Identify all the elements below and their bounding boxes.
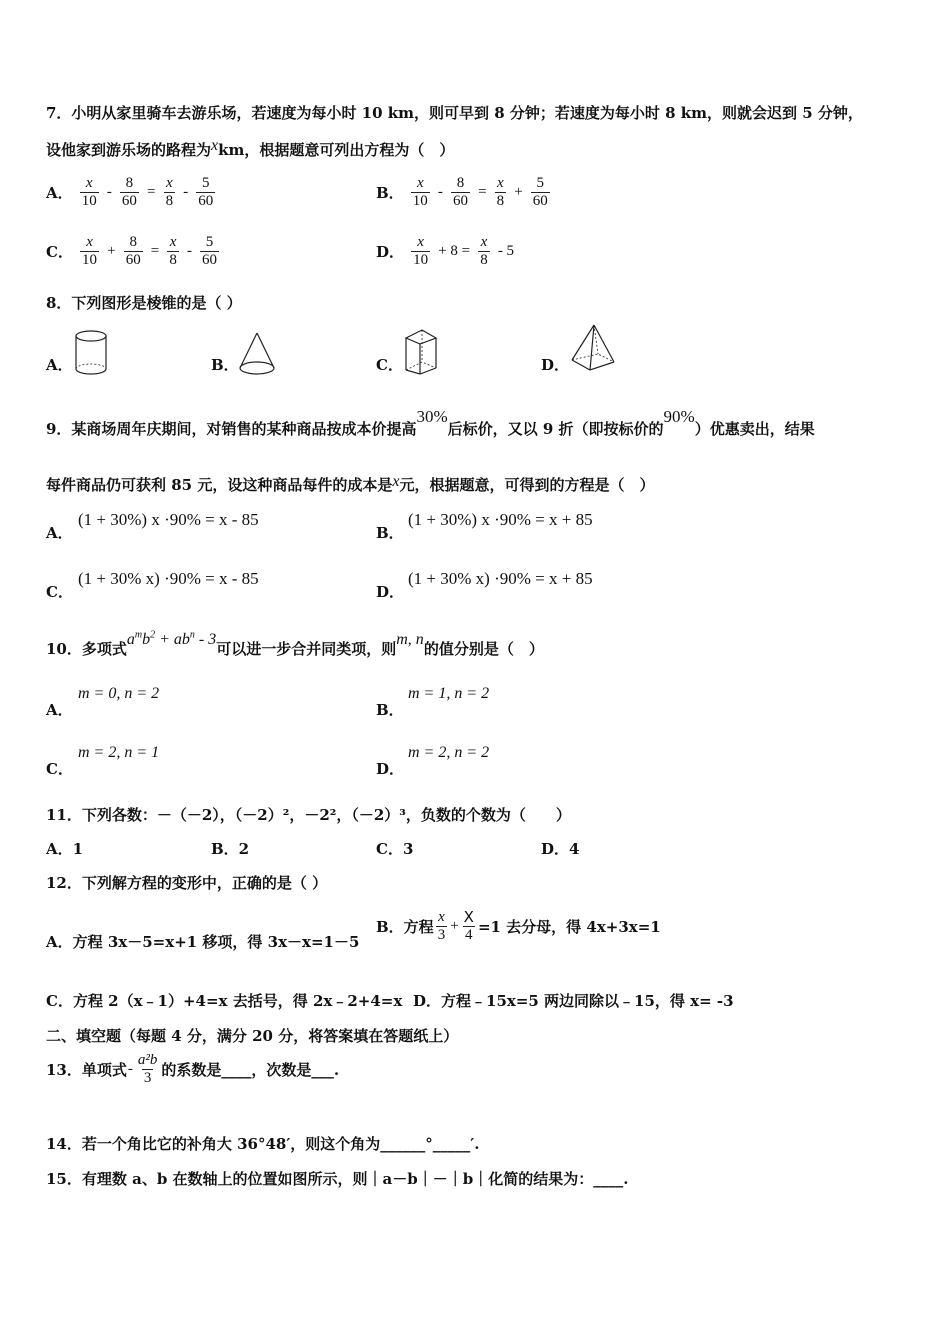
q11-option-b[interactable]: B．2 [211, 840, 250, 858]
q9-line2-b: 元，根据题意，可得到的方程是（ ） [399, 476, 655, 494]
op: + [450, 918, 459, 934]
frac-num: x [416, 175, 424, 191]
frac-den: 10 [413, 252, 429, 268]
q14-text: 14．若一个角比它的补角大 36°48′，则这个角为______°_____′. [46, 1135, 480, 1153]
frac-den: 3 [143, 1070, 152, 1086]
frac [167, 234, 179, 269]
op: + [514, 184, 523, 200]
frac-num: X [463, 908, 474, 926]
op: - [183, 184, 189, 200]
q10-line [46, 629, 544, 659]
op: + 8 = [438, 243, 471, 259]
q9-line2-var: x [392, 473, 400, 490]
frac [478, 234, 490, 269]
frac [124, 234, 143, 269]
prism-icon [402, 326, 442, 378]
frac-den: 60 [532, 193, 548, 209]
q11-option-c[interactable]: C．3 [376, 840, 414, 858]
frac-num: x [480, 234, 488, 250]
q10-option-d-eq: m = 2, n = 2 [408, 744, 490, 761]
q9-option-a-label[interactable]: A． [46, 524, 73, 542]
q7-option-a-label: A． [46, 184, 73, 202]
frac-num: 8 [125, 175, 134, 191]
q8-option-b-label[interactable]: B． [211, 356, 239, 374]
q7-line2-b: km，根据题意可列出方程为（ ） [218, 141, 455, 159]
q10-prefix: 10．多项式 [46, 640, 127, 658]
frac-den: 8 [165, 193, 174, 209]
q11-text: 11．下列各数：－（－2），（－2）²，－2²，（－2）³，负数的个数为（ ） [46, 806, 571, 824]
frac-num: 8 [456, 175, 465, 191]
q10-option-c-label[interactable]: C． [46, 760, 73, 778]
q12-option-a[interactable]: A．方程 3x－5=x+1 移项，得 3x－x=1－5 [46, 933, 360, 951]
q9-line1-b: 后标价，又以 9 折（即按标价的 [447, 420, 664, 438]
frac-den: 8 [169, 252, 177, 268]
q9-option-c-eq: (1 + 30% x) ·90% = x - 85 [78, 569, 259, 588]
q8-option-a-label[interactable]: A． [46, 356, 73, 374]
q9-pct1: 30% [416, 407, 448, 426]
frac-num: x [85, 175, 93, 191]
frac-num: x [86, 234, 93, 250]
q13-suffix: 的系数是____，次数是___. [161, 1061, 340, 1079]
frac-num: a²b [137, 1052, 158, 1068]
q7-option-c[interactable] [46, 234, 221, 269]
frac-den: 8 [496, 193, 505, 209]
frac-den: 10 [82, 252, 98, 268]
frac [200, 234, 219, 269]
frac-num: x [165, 175, 173, 191]
q12-option-d[interactable]: D．方程﹣15x=5 两边同除以﹣15，得 x= -3 [413, 992, 734, 1010]
q7-option-d-label: D． [376, 243, 405, 261]
pyramid-icon [568, 322, 620, 374]
frac [120, 175, 139, 210]
q7-option-c-label: C． [46, 243, 73, 261]
q12-option-b[interactable] [376, 909, 661, 944]
q12-option-c[interactable]: C．方程 2（x﹣1）+4=x 去括号，得 2x﹣2+4=x [46, 992, 403, 1010]
q10-option-a-eq: m = 0, n = 2 [78, 685, 160, 702]
q8-text: 8．下列图形是棱锥的是（ ） [46, 294, 242, 312]
frac-den: 60 [125, 252, 141, 268]
q10-option-b-label[interactable]: B． [376, 701, 404, 719]
frac [80, 234, 99, 269]
q9-line2 [46, 474, 654, 495]
frac [451, 175, 470, 210]
q9-line2-a: 每件商品仍可获利 85 元，设这种商品每件的成本是 [46, 476, 393, 494]
frac [136, 1052, 160, 1087]
q7-line2 [46, 139, 454, 160]
section2-title: 二、填空题（每题 4 分，满分 20 分，将答案填在答题纸上） [46, 1027, 459, 1045]
frac [164, 175, 176, 210]
frac [411, 234, 430, 269]
q7-line2-var: x [211, 137, 219, 154]
op: = [478, 184, 487, 200]
cylinder-icon [72, 328, 112, 378]
op: - [186, 243, 192, 259]
q10-poly: $a^mb^2 + ab^n - 3$ [126, 629, 217, 648]
frac-num: 5 [202, 175, 210, 191]
q10-vars: m, n [396, 631, 424, 648]
q11-option-d[interactable]: D．4 [541, 840, 580, 858]
q10-option-a-label[interactable]: A． [46, 701, 73, 719]
op: = [150, 243, 160, 259]
q12-option-b-suffix: =1 去分母，得 4x+3x=1 [477, 918, 661, 936]
q8-option-d-label[interactable]: D． [541, 356, 570, 374]
q10-mid: 可以进一步合并同类项，则 [216, 640, 397, 658]
frac [462, 909, 476, 944]
q7-option-b[interactable] [376, 175, 552, 210]
op: - [437, 184, 443, 200]
q9-line1-c: ）优惠卖出，结果 [694, 420, 815, 438]
q7-option-b-label: B． [376, 184, 404, 202]
cone-icon [236, 330, 278, 378]
frac-num: 5 [205, 234, 214, 250]
frac [411, 175, 430, 210]
q8-option-c-label[interactable]: C． [376, 356, 403, 374]
q9-option-c-label[interactable]: C． [46, 583, 73, 601]
q13-line [46, 1052, 339, 1087]
frac-den: 8 [480, 252, 488, 268]
q12-option-b-prefix: B．方程 [376, 918, 434, 936]
frac-den: 10 [81, 193, 97, 209]
op: - [127, 1061, 133, 1077]
frac-num: x [417, 234, 424, 250]
op: + [107, 243, 116, 259]
frac-den: 60 [198, 193, 214, 209]
q10-suffix: 的值分别是（ ） [423, 640, 544, 658]
q9-line1 [46, 407, 815, 439]
q9-option-b-label[interactable]: B． [376, 524, 404, 542]
q12-text: 12．下列解方程的变形中，正确的是（ ） [46, 874, 328, 892]
frac-den: 60 [121, 193, 137, 209]
q13-prefix: 13．单项式 [46, 1061, 127, 1079]
frac [196, 175, 215, 210]
frac-num: 5 [536, 175, 545, 191]
q15-text: 15．有理数 a、b 在数轴上的位置如图所示，则｜a－b｜－｜b｜化简的结果为：____. [46, 1170, 629, 1188]
frac-den: 3 [437, 927, 446, 943]
frac-den: 4 [465, 927, 473, 943]
q10-option-c-eq: m = 2, n = 1 [78, 744, 160, 761]
q7-line2-a: 设他家到游乐场的路程为 [46, 141, 212, 159]
frac [531, 175, 550, 210]
frac [436, 909, 448, 944]
frac-num: x [169, 234, 177, 250]
op: - 5 [497, 243, 515, 259]
q9-pct2: 90% [663, 407, 695, 426]
frac-num: x [438, 909, 445, 925]
q11-option-a[interactable]: A．1 [46, 840, 84, 858]
frac-den: 60 [452, 193, 468, 209]
frac [495, 175, 507, 210]
q9-option-d-eq: (1 + 30% x) ·90% = x + 85 [408, 569, 593, 588]
frac-den: 10 [412, 193, 428, 209]
frac-den: 60 [202, 252, 218, 268]
q7-option-a[interactable] [46, 175, 217, 210]
q10-option-d-label[interactable]: D． [376, 760, 405, 778]
op: - [106, 184, 112, 200]
q7-line1: 7．小明从家里骑车去游乐场，若速度为每小时 10 km，则可早到 8 分钟；若速度为每小时 8 km，则就会迟到 5 分钟， [46, 104, 863, 122]
frac-num: 8 [129, 234, 137, 250]
q10-option-b-eq: m = 1, n = 2 [408, 685, 490, 702]
q9-option-b-eq: (1 + 30%) x ·90% = x + 85 [408, 510, 593, 529]
q9-line1-a: 9．某商场周年庆期间，对销售的某种商品按成本价提高 [46, 420, 417, 438]
q7-option-d[interactable] [376, 234, 515, 269]
q9-option-d-label[interactable]: D． [376, 583, 405, 601]
frac [80, 175, 99, 210]
q9-option-a-eq: (1 + 30%) x ·90% = x - 85 [78, 510, 259, 529]
frac-num: x [497, 175, 504, 191]
op: = [147, 184, 156, 200]
